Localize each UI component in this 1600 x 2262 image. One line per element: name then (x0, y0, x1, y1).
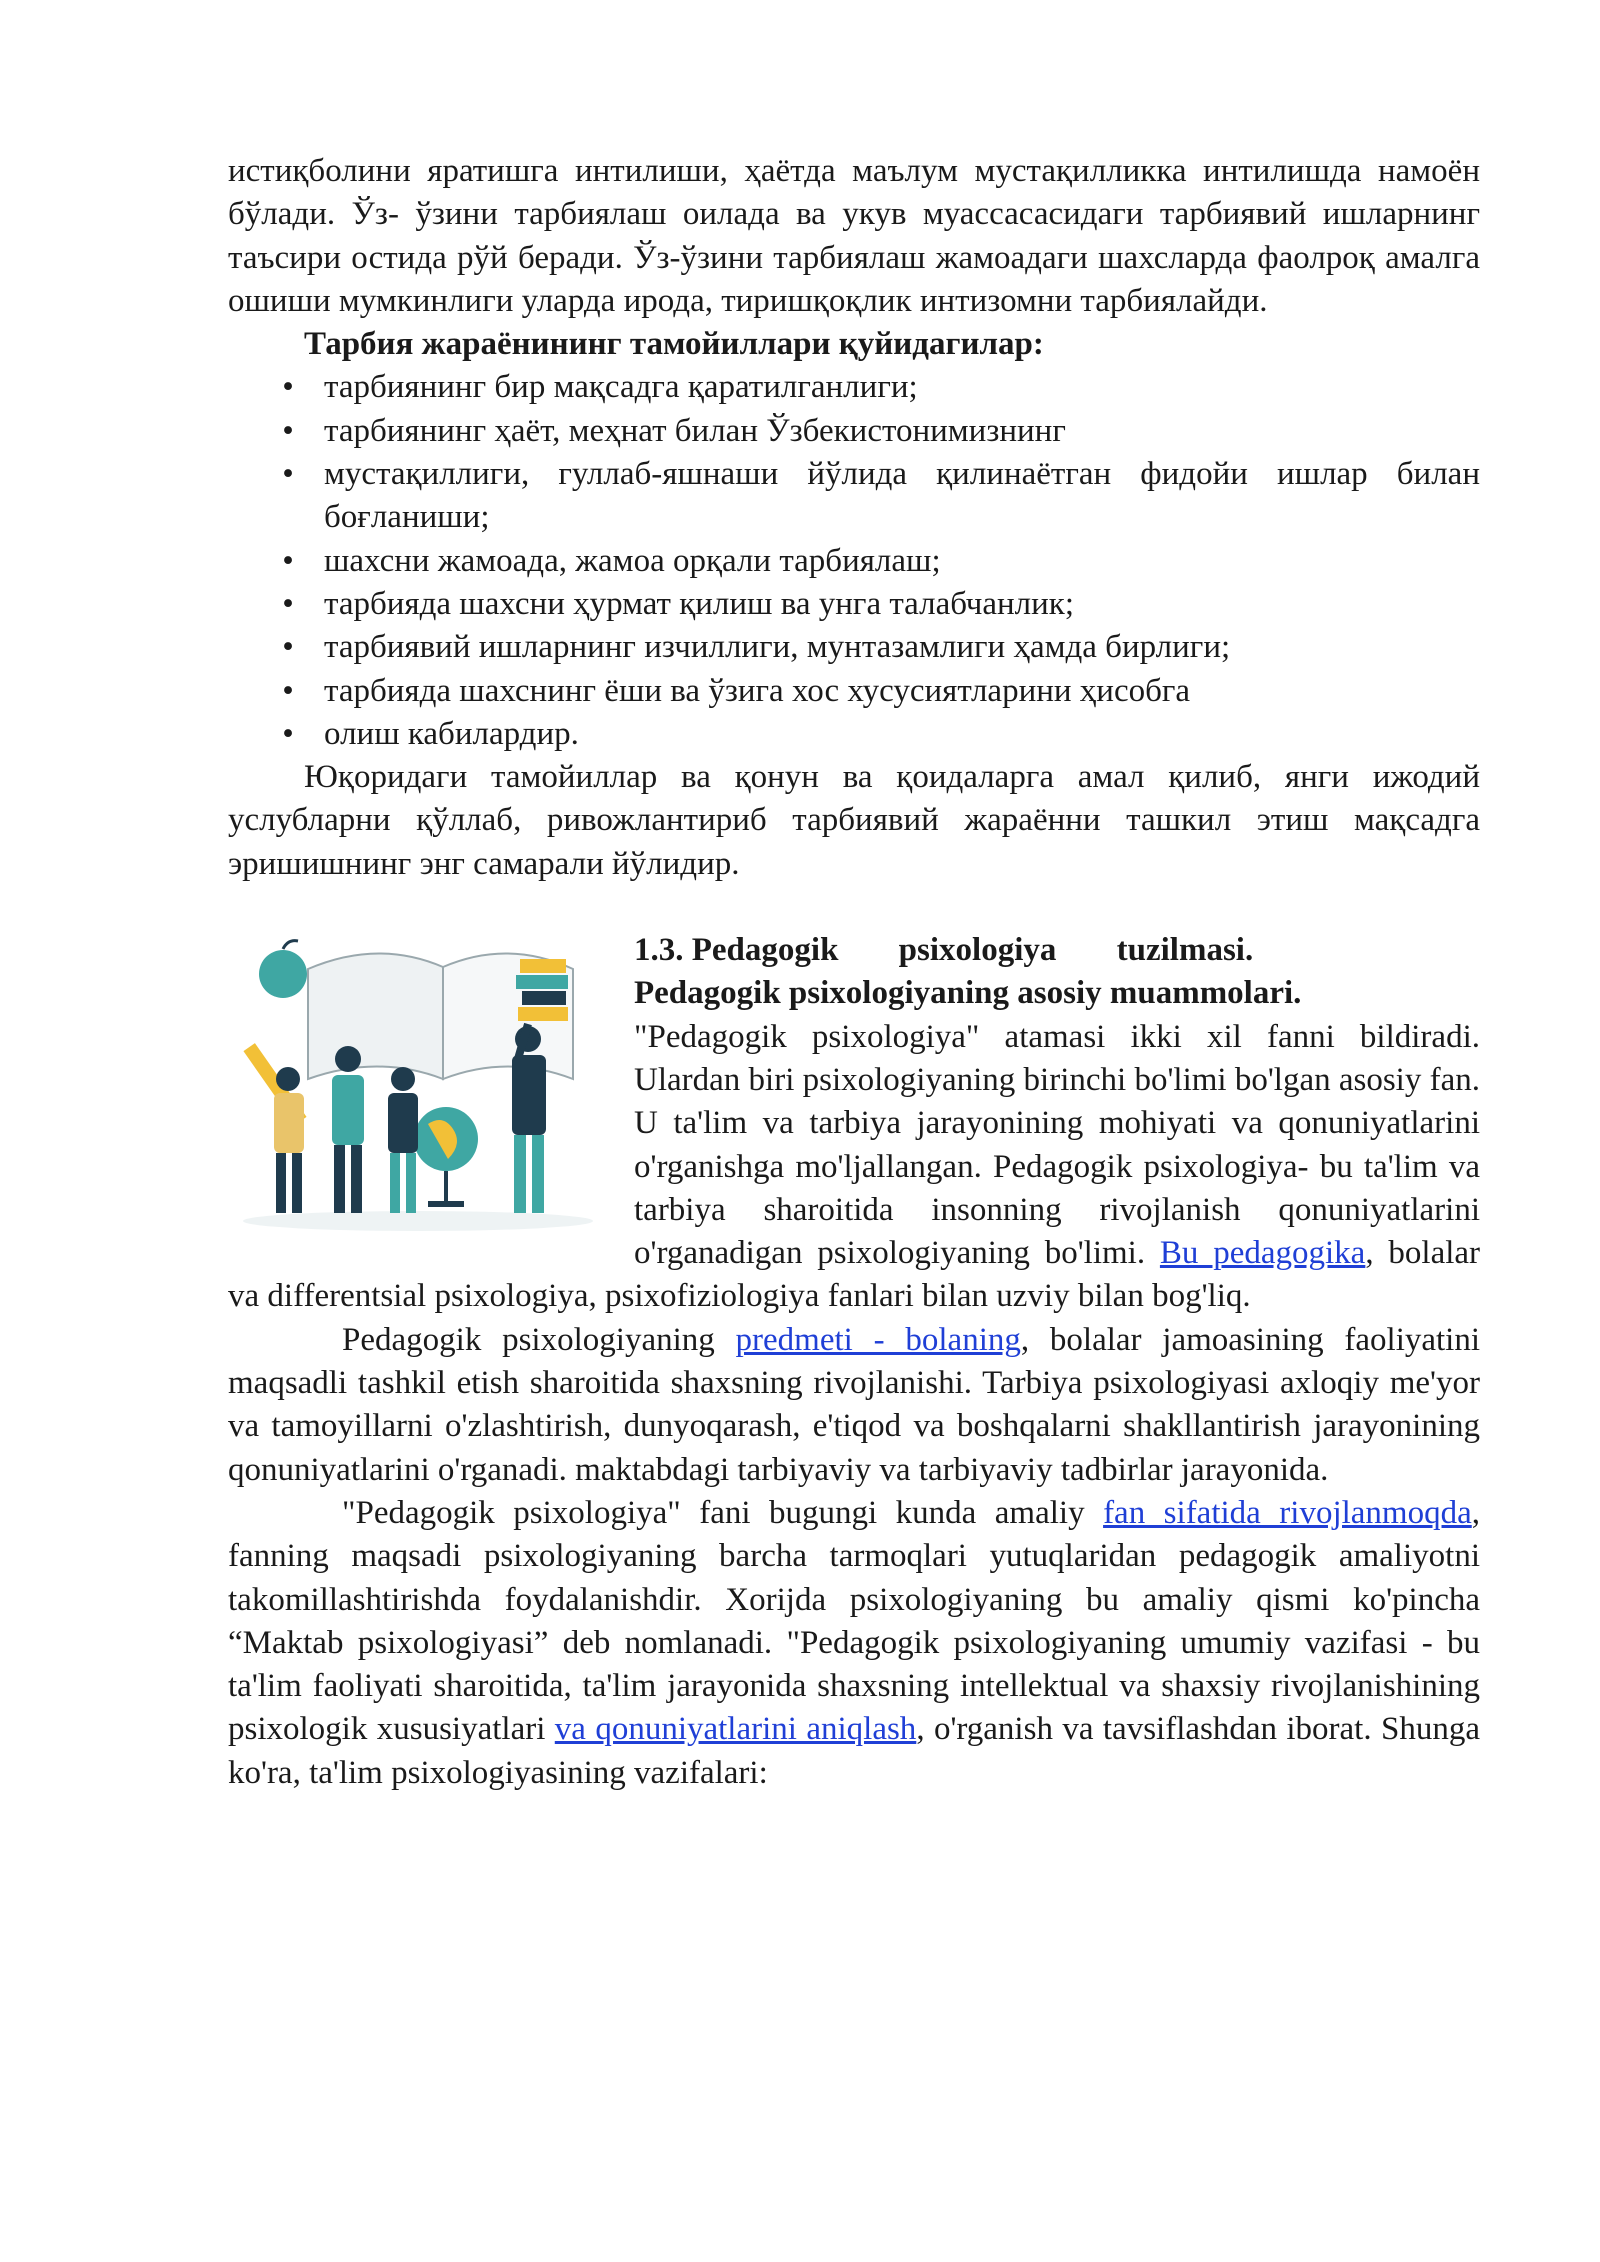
bullet-icon: • (282, 629, 294, 666)
section-paragraph-3 (228, 1492, 1480, 1795)
fan-sifatida-link[interactable]: fan sifatida rivojlanmoqda (1103, 1494, 1472, 1531)
list-item-text: шахсни жамоада, жамоа орқали тарбиялаш; (324, 542, 941, 579)
qonuniyatlarini-link[interactable]: va qonuniyatlarini aniqlash (554, 1711, 917, 1748)
intro-paragraph: истиқболини яратишга интилиши, ҳаётда маълум мустақилликка интилишда намоён бўлади. Ўз- ўзини тарбиялаш оилада ва укув муассасасидаги тарбиявий ишларнинг таъсири остида рўй беради. Ўз-ўзини тарбиялаш жамоадаги шахсларда фаолроқ амалга ошиши мумкинлиги уларда ирода, тиришқоқлик интизомни тарбиялайди. (228, 153, 1480, 319)
list-item (228, 540, 1480, 583)
list-item-text: тарбиянинг ҳаёт, меҳнат билан Ўзбекистонимизнинг (324, 412, 1066, 449)
list-item (228, 670, 1480, 713)
education-illustration-icon (228, 929, 604, 1235)
bullet-icon: • (282, 585, 294, 622)
list-item-text: тарбияда шахсни ҳурмат қилиш ва унга талабчанлик; (324, 585, 1074, 622)
list-item (228, 626, 1480, 669)
list-item (228, 410, 1480, 453)
paragraph-text: "Pedagogik psixologiya" atamasi ikki xil fanni bildiradi. Ulardan biri psixologiyaning birinchi bo'limi bo'lgan asosiy fan. U ta'lim va tarbiya jarayonining mohiyati va qonuniyatlarini o'rganishga mo'ljallangan. Pedagogik psixologiya- bu ta'lim va tarbiya sharoitida insonning rivojlanish qonuniyatlarini o'rganadigan psixologiyaning bo'limi. (634, 1018, 1480, 1272)
list-item-text: тарбиянинг бир мақсадга қаратилганлиги; (324, 369, 918, 406)
bullet-icon: • (282, 542, 294, 579)
list-item (228, 583, 1480, 626)
predmeti-link[interactable]: predmeti - bolaning (735, 1321, 1021, 1358)
bullet-icon: • (282, 715, 294, 752)
paragraph-text: "Pedagogik psixologiya" fani bugungi kunda amaliy (342, 1494, 1104, 1531)
list-item (228, 366, 1480, 409)
section-title: Pedagogik psixologiya tuzilmasi. (691, 932, 1254, 969)
list-item (228, 713, 1480, 756)
document-page (228, 150, 1480, 1795)
bullet-icon: • (282, 672, 294, 709)
list-item-text: тарбиявий ишларнинг изчиллиги, мунтазамлиги ҳамда бирлиги; (324, 629, 1231, 666)
bullet-icon: • (282, 369, 294, 406)
section-number: 1.3. (634, 932, 684, 969)
bullet-icon: • (282, 412, 294, 449)
bullet-icon: • (282, 456, 294, 493)
paragraph-text: , o'rganish va tavsiflashdan iborat. Shunga ko'ra, ta'lim psixologiyasining vazifalari: (228, 1711, 1480, 1791)
spacer (228, 886, 1480, 929)
pedagogika-link[interactable]: Bu pedagogika (1159, 1235, 1366, 1272)
list-item-text: тарбияда шахснинг ёши ва ўзига хос хусусиятларини ҳисобга (324, 672, 1191, 709)
paragraph-text: , bolalar jamoasining faoliyatini maqsadli tashkil etish sharoitida shaxsning rivojlanishi. Tarbiya psixologiyasi axloqiy me'yor va tamoyillarni o'zlashtirish, dunyoqarash, e'tiqod va boshqalarni shakllantirish jarayonining qonuniyatlarini o'rganadi. maktabdagi tarbiyaviy va tarbiyaviy tadbirlar jarayonida. (228, 1321, 1481, 1488)
list-item (228, 453, 1480, 540)
paragraph-text: , fanning maqsadi psixologiyaning barcha tarmoqlari yutuqlaridan pedagogik amaliyotni takomillashtirishda foydalanishdir. Xorijda psixologiyaning bu amaliy qismi ko'pincha “Maktab psixologiyasi” deb nomlanadi. "Pedagogik psixologiyaning umumiy vazifasi - bu ta'lim faoliyati sharoitida, ta'lim jarayonida shaxsning intellektual va shaxsiy rivojlanishining psixologik xususiyatlari (228, 1494, 1480, 1748)
paragraph-text: Pedagogik psixologiyaning (342, 1321, 736, 1358)
list-item-text: мустақиллиги, гуллаб-яшнаши йўлида қилинаётган фидойи ишлар билан боғланиши; (324, 456, 1480, 536)
conclusion-paragraph: Юқоридаги тамойиллар ва қонун ва қоидаларга амал қилиб, янги ижодий услубларни қўллаб, ривожлантириб тарбиявий жараённи ташкил этиш мақсадга эришишнинг энг самарали йўлидир. (228, 759, 1480, 882)
paragraph-text: , bolalar va differentsial psixologiya, psixofiziologiya fanlari bilan uzviy bilan bog'liq. (228, 1235, 1481, 1315)
principles-heading: Тарбия жараёнининг тамойиллари қуйидагилар: (304, 326, 1044, 363)
section-paragraph-2 (228, 1319, 1480, 1492)
section-title-line2: Pedagogik psixologiyaning asosiy muammolari. (634, 975, 1302, 1012)
education-illustration (228, 929, 604, 1235)
principles-list (228, 366, 1480, 756)
list-item-text: олиш кабилардир. (324, 715, 579, 752)
